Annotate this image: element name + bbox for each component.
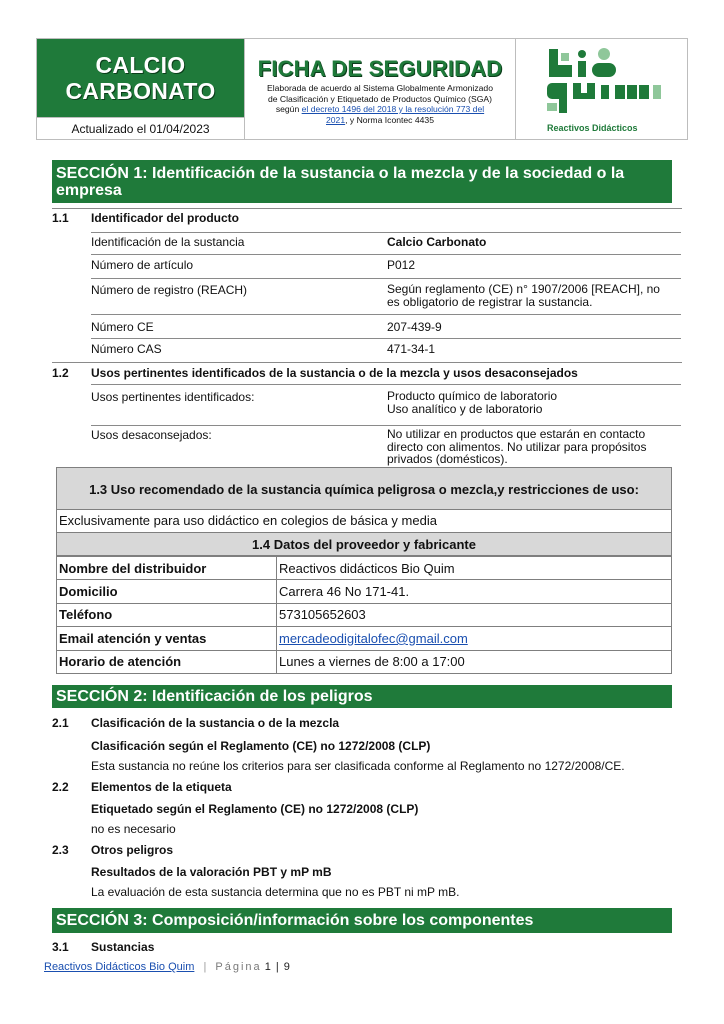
subsection-title: Elementos de la etiqueta	[91, 780, 232, 794]
supplier-value: Carrera 46 No 171-41.	[277, 580, 672, 603]
section3-title-bar: SECCIÓN 3: Composición/información sobre los componentes	[52, 908, 672, 933]
email-link[interactable]: mercadeodigitalofec@gmail.com	[279, 630, 468, 646]
field-value-line: Según reglamento (CE) n° 1907/2006 [REACH], no	[387, 282, 660, 296]
field-label: Número CAS	[91, 342, 162, 356]
section2-title-bar: SECCIÓN 2: Identificación de los peligros	[52, 685, 672, 708]
page-footer	[44, 961, 291, 973]
supplier-value: 573105652603	[277, 603, 672, 626]
product-name-line1: CALCIO	[95, 52, 186, 78]
desc-line1: Elaborada de acuerdo al Sistema Globalmente Armonizado	[267, 83, 493, 93]
subsection-title: Sustancias	[91, 940, 155, 954]
supplier-value: Reactivos didácticos Bio Quim	[277, 557, 672, 580]
desc-line3	[253, 104, 507, 115]
divider	[91, 232, 681, 233]
field-value	[387, 390, 557, 415]
table-row	[57, 580, 672, 603]
footer-separator: |	[203, 961, 207, 973]
logo-subtitle: Reactivos Didácticos	[547, 123, 638, 133]
field-value-line: Producto químico de laboratorio	[387, 389, 558, 403]
section1-title-line2: empresa	[56, 182, 122, 199]
section1-title-line1: SECCIÓN 1: Identificación de la sustancia o la mezcla y de la sociedad o la	[56, 165, 625, 182]
table-row	[57, 557, 672, 580]
subsection-number: 1.2	[52, 366, 69, 380]
regulation-heading: Resultados de la valoración PBT y mP mB	[91, 865, 332, 879]
field-label: Número de registro (REACH)	[91, 283, 248, 297]
subsection-number: 2.1	[52, 716, 69, 730]
divider	[91, 254, 681, 255]
field-label: Usos desaconsejados:	[91, 428, 212, 442]
page-number: 1 | 9	[264, 961, 291, 973]
table-row	[57, 650, 672, 673]
footer-link[interactable]: Reactivos Didácticos Bio Quim	[44, 961, 195, 973]
field-value: P012	[387, 258, 416, 272]
subsection-number: 2.3	[52, 843, 69, 857]
sheet-title-block	[244, 39, 516, 139]
field-value: 471-34-1	[387, 342, 436, 356]
subsection-number: 2.2	[52, 780, 69, 794]
supplier-table	[56, 556, 672, 674]
subsection-title: Identificador del producto	[91, 211, 240, 225]
supplier-key: Nombre del distribuidor	[57, 557, 277, 580]
regulation-heading: Clasificación según el Reglamento (CE) no 1272/2008 (CLP)	[91, 739, 431, 753]
sheet-title: FICHA DE SEGURIDAD	[257, 56, 503, 81]
divider	[91, 338, 681, 339]
subsection-title: Otros peligros	[91, 843, 174, 857]
sheet-description	[253, 83, 507, 125]
field-value	[387, 428, 646, 466]
divider	[52, 362, 682, 363]
divider	[91, 314, 681, 315]
section-1-3-text: Exclusivamente para uso didáctico en colegios de básica y media	[56, 510, 672, 533]
subsection-title: Clasificación de la sustancia o de la mezcla	[91, 716, 340, 730]
desc-line2: de Clasificación y Etiquetado de Productos Químico (SGA)	[267, 93, 493, 104]
divider	[91, 278, 681, 279]
regulation-text: no es necesario	[91, 822, 176, 836]
regulation-heading: Etiquetado según el Reglamento (CE) no 1272/2008 (CLP)	[91, 802, 419, 816]
supplier-key: Domicilio	[57, 580, 277, 603]
field-value-line: No utilizar en productos que estarán en contacto	[387, 427, 646, 441]
product-name-line2: CARBONATO	[65, 78, 216, 104]
field-value-line: Uso analítico y de laboratorio	[387, 401, 543, 416]
section-1-4-header: 1.4 Datos del proveedor y fabricante	[56, 533, 672, 556]
table-row	[57, 603, 672, 626]
subsection-title: Usos pertinentes identificados de la sustancia o de la mezcla y usos desaconsejados	[91, 366, 578, 380]
product-name-block	[37, 39, 244, 117]
field-value-line: directo con alimentos. No utilizar para propósitos	[387, 439, 647, 454]
supplier-key: Horario de atención	[57, 650, 277, 673]
divider	[91, 384, 681, 385]
regulation-text: Esta sustancia no reúne los criterios para ser clasificada conforme al Reglamento no 1272/2008/CE.	[91, 759, 625, 773]
supplier-value	[277, 627, 672, 650]
subsection-number: 3.1	[52, 940, 69, 954]
updated-date: Actualizado el 01/04/2023	[37, 117, 244, 140]
supplier-key: Teléfono	[57, 603, 277, 626]
desc-post: , y Norma Icontec 4435	[345, 114, 434, 125]
field-value: 207-439-9	[387, 320, 442, 334]
subsection-number: 1.1	[52, 211, 69, 225]
field-value-line: es obligatorio de registrar la sustancia.	[387, 294, 593, 309]
section-1-3-header: 1.3 Uso recomendado de la sustancia química peligrosa o mezcla,y restricciones de uso:	[56, 467, 672, 510]
divider	[52, 208, 682, 209]
divider	[91, 425, 681, 426]
desc-pre: según	[275, 104, 302, 114]
decree-link[interactable]: el decreto 1496 del 2018 y la resolución 773 del	[301, 104, 485, 114]
field-label: Número de artículo	[91, 258, 194, 272]
field-value-line: privados (domésticos).	[387, 452, 508, 466]
field-label: Número CE	[91, 320, 154, 334]
desc-line4	[253, 115, 507, 126]
decree-link-year[interactable]: 2021	[326, 114, 346, 125]
supplier-key: Email atención y ventas	[57, 627, 277, 650]
regulation-text: La evaluación de esta sustancia determina que no es PBT ni mP mB.	[91, 885, 460, 899]
table-row	[57, 627, 672, 650]
bioquim-logo	[517, 39, 688, 139]
section1-title-bar	[52, 160, 672, 203]
field-label: Identificación de la sustancia	[91, 235, 245, 249]
document-header	[36, 38, 688, 140]
supplier-value: Lunes a viernes de 8:00 a 17:00	[277, 650, 672, 673]
field-label: Usos pertinentes identificados:	[91, 390, 255, 404]
page-label: Página	[215, 961, 262, 973]
field-value: Calcio Carbonato	[387, 235, 487, 249]
field-value	[387, 283, 660, 308]
